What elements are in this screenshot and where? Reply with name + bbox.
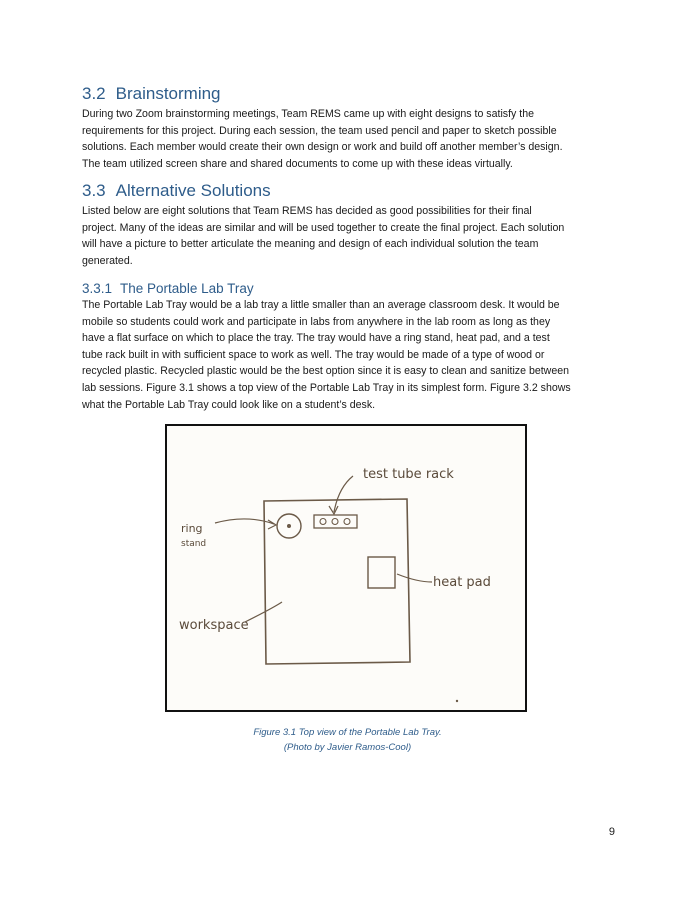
label-stand: stand [181, 539, 207, 549]
test-tube-hole [320, 519, 326, 525]
figure-caption: Figure 3.1 Top view of the Portable Lab Tray. [253, 727, 442, 738]
ring-stand-center [287, 524, 291, 528]
test-tube-hole [332, 519, 338, 525]
text-line: requirements for this project. During each session, the team used pencil and paper to sketch possible [82, 124, 557, 137]
section-number: 3.3 [82, 181, 106, 200]
arrow-heat-pad [397, 574, 432, 582]
arrow-workspace [245, 602, 282, 622]
text-line: tube rack built in with sufficient space to work as well. The tray would be made of a type of wood or [82, 348, 545, 361]
text-line: recycled plastic. Recycled plastic would be the best option since it is easy to clean and sanitize between [82, 365, 569, 378]
subsection-heading-portable-lab-tray [82, 280, 254, 298]
section-heading-brainstorming [82, 84, 221, 104]
label-workspace: workspace [179, 618, 249, 633]
paragraph-brainstorming [82, 106, 614, 172]
text-line: The Portable Lab Tray would be a lab tray a little smaller than an average classroom desk. It would be [82, 299, 560, 311]
text-line: During two Zoom brainstorming meetings, Team REMS came up with eight designs to satisfy the [82, 108, 535, 120]
figure-sketch [165, 424, 527, 712]
text-line: generated. [82, 254, 133, 267]
text-line: mobile so students could work and participate in labs from anywhere in the lab room as long as they [82, 315, 551, 328]
label-test-tube-rack: test tube rack [363, 467, 454, 482]
text-line: lab sessions. Figure 3.1 shows a top view of the Portable Lab Tray in its simplest form. Figure 3.2 shows [82, 381, 571, 394]
text-line: solutions. Each member would create their own design or work and build off another member’s design. [82, 141, 563, 154]
arrow-test-tube-rack [334, 476, 353, 512]
text-line: will have a picture to better articulate the meaning and design of each individual solution the team [82, 238, 539, 251]
figure-credit: (Photo by Javier Ramos-Cool) [283, 742, 412, 753]
label-ring: ring [181, 522, 203, 535]
arrow-ring-stand [215, 519, 274, 524]
lab-tray-sketch [167, 426, 525, 710]
paragraph-alternative-solutions [82, 203, 614, 269]
section-title: Alternative Solutions [115, 181, 271, 200]
page-number: 9 [608, 826, 615, 838]
section-number: 3.2 [82, 84, 106, 103]
text-line: The team utilized screen share and shared documents to come up with these ideas virtually. [82, 157, 513, 170]
text-line: have a flat surface on which to place the tray. The tray would have a ring stand, heat pad, and a test [82, 332, 550, 345]
heat-pad-shape [368, 557, 395, 588]
test-tube-hole [344, 519, 350, 525]
text-line: project. Many of the ideas are similar and will be used together to create the final project. Each solution [82, 221, 565, 234]
subsection-title: The Portable Lab Tray [120, 281, 254, 296]
section-title: Brainstorming [115, 84, 221, 103]
subsection-number: 3.3.1 [82, 281, 113, 296]
section-heading-alternative-solutions [82, 181, 271, 201]
text-line: what the Portable Lab Tray could look like on a student’s desk. [82, 398, 376, 411]
paragraph-portable-lab-tray [82, 297, 614, 413]
label-heat-pad: heat pad [433, 575, 491, 590]
text-line: Listed below are eight solutions that Team REMS has decided as good possibilities for their final [82, 205, 532, 217]
